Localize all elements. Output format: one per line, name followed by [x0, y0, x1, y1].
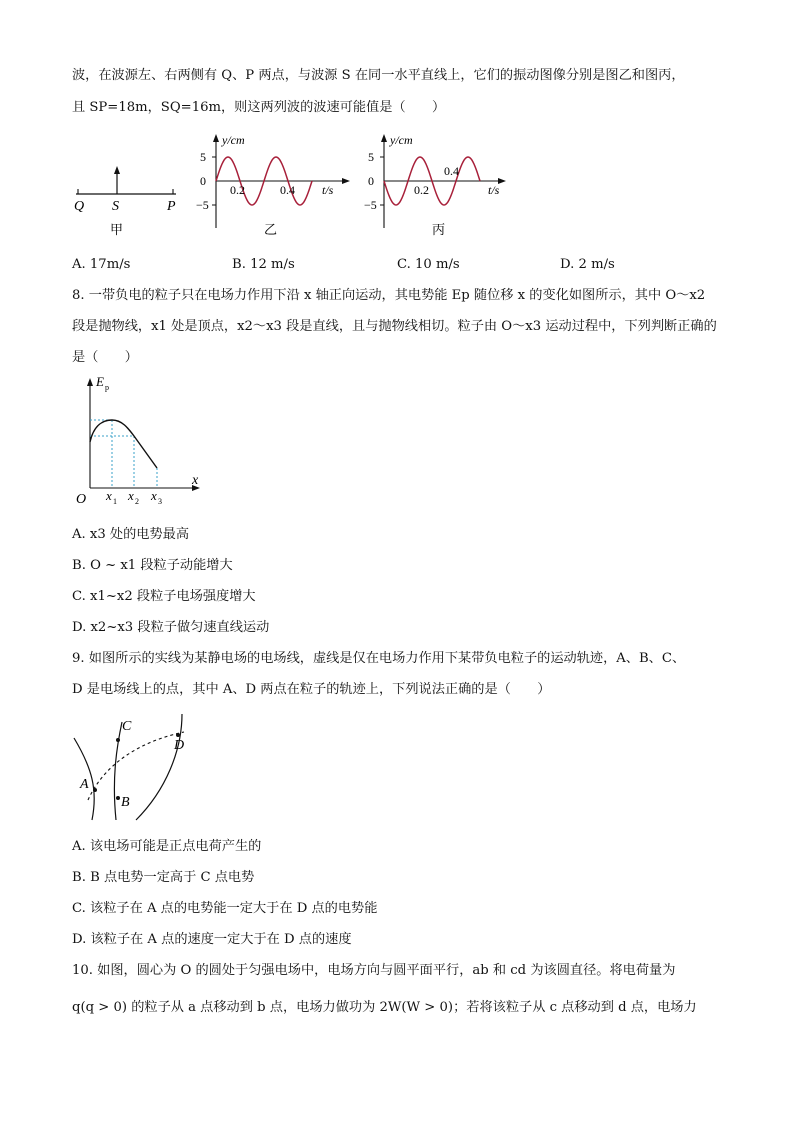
- figure-ep-x: [72, 370, 207, 510]
- q9-text-line1: 9. 如图所示的实线为某静电场的电场线，虚线是仅在电场力作用下某带负电粒子的运动轨迹，A、B、C、: [72, 651, 686, 666]
- q8-text-line1: 8. 一带负电的粒子只在电场力作用下沿 x 轴正向运动，其电势能 Ep 随位移 x 的变化如图所示，其中 O～x2: [72, 288, 706, 303]
- svg-text:0.4: 0.4: [280, 183, 295, 197]
- q9-option-a[interactable]: A. 该电场可能是正点电荷产生的: [72, 839, 262, 854]
- q7-option-a[interactable]: A. 17m/s: [72, 257, 131, 272]
- caption-bing: 丙: [432, 222, 446, 237]
- svg-text:−5: −5: [364, 198, 377, 212]
- q8-text-line3: 是（ ）: [72, 350, 138, 365]
- q8-option-c[interactable]: C. x1~x2 段粒子电场强度增大: [72, 589, 256, 604]
- q9-option-b[interactable]: B. B 点电势一定高于 C 点电势: [72, 870, 255, 885]
- svg-text:x: x: [151, 488, 157, 503]
- caption-yi: 乙: [264, 222, 278, 237]
- q9-option-d[interactable]: D. 该粒子在 A 点的速度一定大于在 D 点的速度: [72, 932, 352, 947]
- svg-text:C: C: [122, 719, 132, 734]
- q10-text-line1: 10. 如图，圆心为 O 的圆处于匀强电场中，电场方向与圆平面平行，ab 和 cd 为该圆直径。将电荷量为: [72, 963, 676, 978]
- svg-text:0: 0: [368, 174, 374, 188]
- svg-text:0.4: 0.4: [444, 164, 459, 178]
- svg-text:5: 5: [368, 150, 374, 164]
- svg-text:0.2: 0.2: [414, 183, 429, 197]
- svg-text:1: 1: [113, 497, 117, 506]
- q8-option-d[interactable]: D. x2~x3 段粒子做匀速直线运动: [72, 620, 270, 635]
- q7-option-c[interactable]: C. 10 m/s: [397, 257, 460, 272]
- label-S: S: [112, 199, 119, 214]
- svg-text:E: E: [96, 374, 104, 389]
- svg-text:A: A: [80, 777, 89, 792]
- figure-field-lines: [66, 710, 206, 825]
- svg-text:3: 3: [158, 497, 162, 506]
- label-Q: Q: [74, 199, 85, 214]
- svg-text:O: O: [76, 492, 87, 507]
- q7-option-d[interactable]: D. 2 m/s: [560, 257, 615, 272]
- svg-text:−5: −5: [196, 198, 209, 212]
- svg-text:D: D: [174, 738, 185, 753]
- q9-text-line2: D 是电场线上的点，其中 A、D 两点在粒子的轨迹上，下列说法正确的是（ ）: [72, 682, 551, 697]
- caption-jia: 甲: [110, 222, 124, 237]
- label-P: P: [167, 199, 176, 214]
- q7-text-line1: 波，在波源左、右两侧有 Q、P 两点，与波源 S 在同一水平直线上，它们的振动图像分别是图乙和图丙，: [72, 68, 685, 83]
- figure-jia: [70, 160, 185, 240]
- svg-text:x: x: [128, 488, 134, 503]
- svg-text:5: 5: [200, 150, 206, 164]
- q7-text-line2: 且 SP=18m，SQ=16m，则这两列波的波速可能值是（ ）: [72, 100, 446, 115]
- svg-text:y/cm: y/cm: [390, 133, 413, 147]
- svg-text:0.2: 0.2: [230, 183, 245, 197]
- q8-text-line2: 段是抛物线，x1 处是顶点，x2～x3 段是直线，且与抛物线相切。粒子由 O～x3 运动过程中，下列判断正确的: [72, 319, 717, 334]
- svg-text:x: x: [106, 488, 112, 503]
- q7-option-b[interactable]: B. 12 m/s: [232, 257, 295, 272]
- q8-option-b[interactable]: B. O ~ x1 段粒子动能增大: [72, 558, 233, 573]
- svg-text:B: B: [121, 795, 130, 810]
- svg-text:t/s: t/s: [488, 183, 500, 197]
- q9-option-c[interactable]: C. 该粒子在 A 点的电势能一定大于在 D 点的电势能: [72, 901, 378, 916]
- figure-yi: [196, 128, 356, 240]
- svg-text:p: p: [105, 383, 109, 392]
- svg-text:t/s: t/s: [322, 183, 334, 197]
- q8-option-a[interactable]: A. x3 处的电势最高: [72, 527, 190, 542]
- svg-text:y/cm: y/cm: [222, 133, 245, 147]
- svg-text:2: 2: [135, 497, 139, 506]
- q10-text-line2: q(q > 0) 的粒子从 a 点移动到 b 点，电场力做功为 2W(W > 0)；若将该粒子从 c 点移动到 d 点，电场力: [72, 1000, 697, 1015]
- svg-text:0: 0: [200, 174, 206, 188]
- figure-bing: [356, 128, 516, 240]
- svg-text:x: x: [192, 473, 199, 488]
